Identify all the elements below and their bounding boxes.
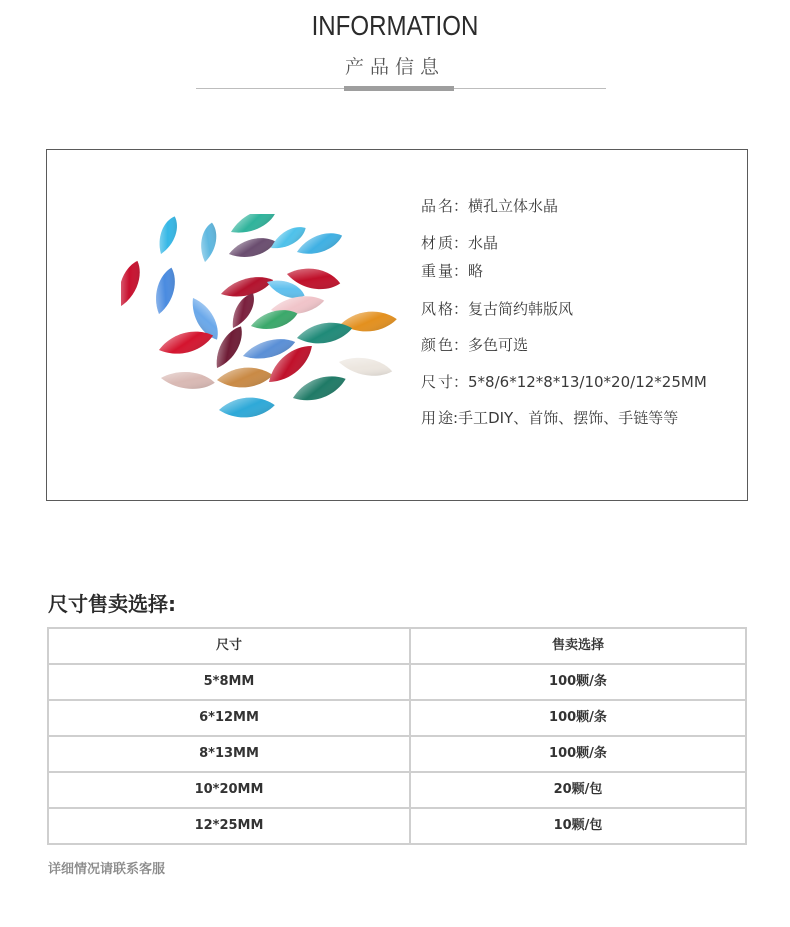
size-table	[47, 627, 747, 845]
spec-value: 略	[468, 262, 484, 280]
page-title: INFORMATION	[311, 10, 479, 41]
spec-label: 重量	[421, 262, 453, 280]
cell-sale-option: 100颗/条	[549, 710, 607, 725]
spec-value: 多色可选	[468, 336, 529, 354]
cell-size: 5*8MM	[49, 665, 411, 699]
spec-row-size: 尺寸：5*8/6*12*8*13/10*20/12*25MM	[421, 373, 707, 391]
table-row	[49, 809, 745, 845]
cell-sale-option: 100颗/条	[549, 674, 607, 689]
cell-size: 12*25MM	[49, 809, 411, 843]
product-info-box	[46, 149, 748, 501]
crystal-beads-image	[121, 214, 401, 434]
contact-footnote: 详细情况请联系客服	[48, 862, 166, 877]
cell-size: 6*12MM	[49, 701, 411, 735]
cell-sale-option: 10颗/包	[553, 818, 603, 833]
spec-label: 风格	[421, 300, 453, 318]
page-subtitle: 产品信息	[344, 56, 445, 78]
column-header-sale-option: 售卖选择	[551, 638, 604, 653]
table-header-row	[49, 629, 745, 665]
table-row	[49, 773, 745, 809]
cell-size: 8*13MM	[49, 737, 411, 771]
column-header-size: 尺寸	[49, 629, 411, 663]
table-row	[49, 701, 745, 737]
spec-label: 材质	[421, 234, 453, 252]
spec-row-weight: 重量：略	[421, 262, 484, 280]
spec-value: 横孔立体水晶	[468, 197, 559, 215]
table-row	[49, 737, 745, 773]
spec-row-usage: 用途:手工DIY、首饰、摆饰、手链等等	[421, 409, 679, 427]
spec-label: 用途	[421, 409, 453, 427]
spec-value: 手工DIY、首饰、摆饰、手链等等	[458, 409, 679, 427]
table-row	[49, 665, 745, 701]
crystal-beads	[121, 214, 398, 420]
header-accent-bar	[344, 86, 454, 91]
spec-row-style: 风格：复古简约韩版风	[421, 300, 574, 318]
cell-sale-option: 100颗/条	[549, 746, 607, 761]
spec-row-material: 材质：水晶	[421, 234, 499, 252]
cell-sale-option: 20颗/包	[553, 782, 603, 797]
spec-label: 品名	[421, 197, 453, 215]
spec-row-name: 品名：横孔立体水晶	[421, 197, 559, 215]
cell-size: 10*20MM	[49, 773, 411, 807]
spec-row-color: 颜色：多色可选	[421, 336, 529, 354]
spec-value: 5*8/6*12*8*13/10*20/12*25MM	[468, 373, 707, 391]
size-section-title: 尺寸售卖选择:	[48, 592, 176, 616]
spec-label: 颜色	[421, 336, 453, 354]
spec-value: 复古简约韩版风	[468, 300, 574, 318]
spec-value: 水晶	[468, 234, 499, 252]
spec-label: 尺寸	[421, 373, 453, 391]
